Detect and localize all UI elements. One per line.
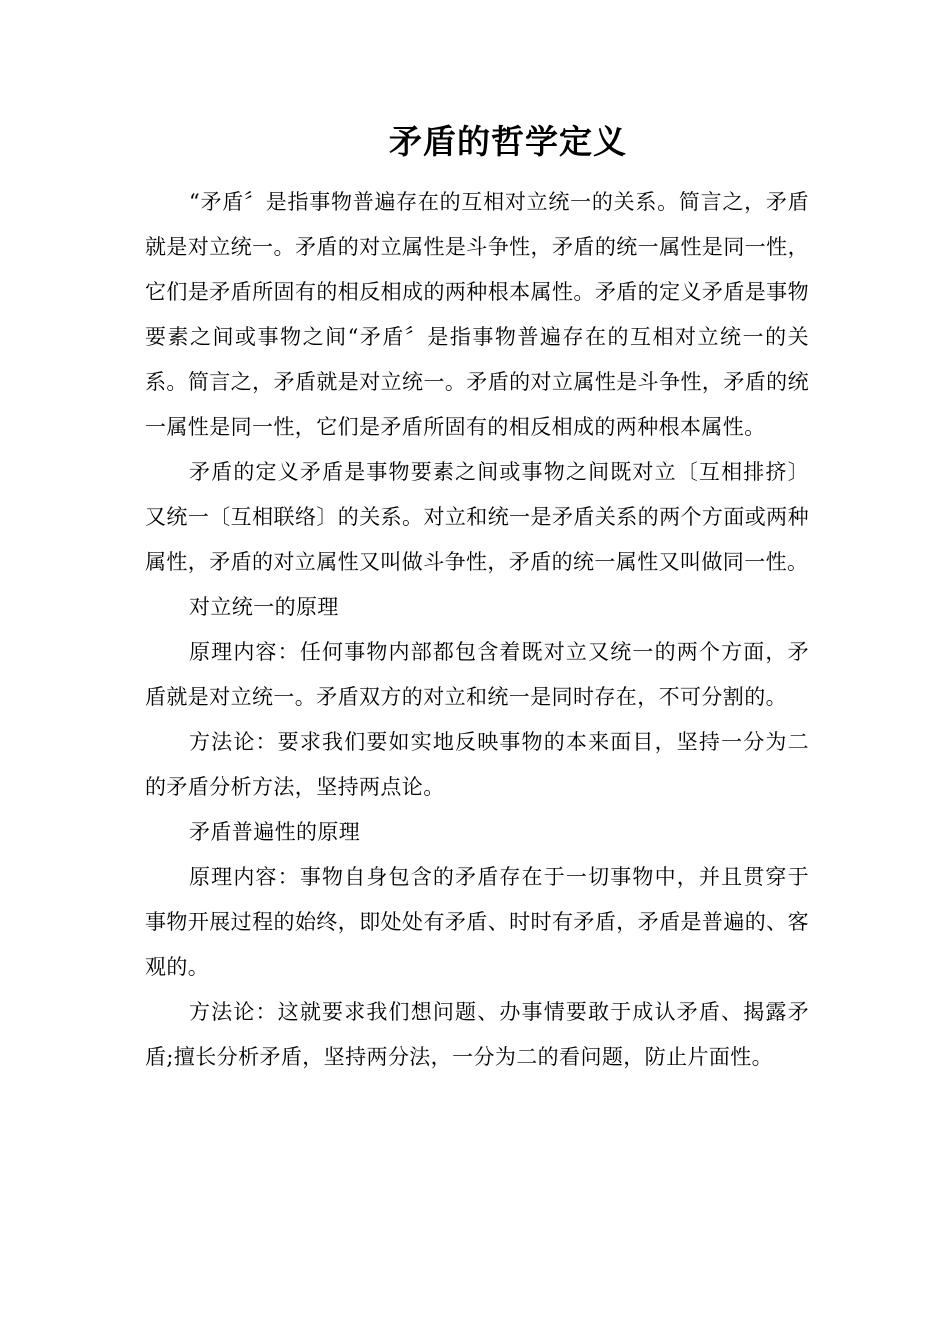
- paragraph-methodology-1: 方法论：要求我们要如实地反映事物的本来面目，坚持一分为二的矛盾分析方法，坚持两点论。: [145, 730, 809, 799]
- paragraph-principle-content-1: 原理内容：任何事物内部都包含着既对立又统一的两个方面，矛盾就是对立统一。矛盾双方的对立和统一是同时存在，不可分割的。: [145, 640, 809, 709]
- document-title: 矛盾的哲学定义: [389, 122, 627, 161]
- paragraph-definition: “矛盾〞是指事物普遍存在的互相对立统一的关系。简言之，矛盾就是对立统一。矛盾的对立属性是斗争性，矛盾的统一属性是同一性，它们是矛盾所固有的相反相成的两种根本属性。矛盾的定义矛盾是事物要素之间或事物之间“矛盾〞是指事物普遍存在的互相对立统一的关系。简言之，矛盾就是对立统一。矛盾的对立属性是斗争性，矛盾的统一属性是同一性，它们是矛盾所固有的相反相成的两种根本属性。: [145, 190, 809, 439]
- paragraph-definition-detail: 矛盾的定义矛盾是事物要素之间或事物之间既对立〔互相排挤〕又统一〔互相联络〕的关系。对立和统一是矛盾关系的两个方面或两种属性，矛盾的对立属性又叫做斗争性，矛盾的统一属性又叫做同一性。: [145, 460, 809, 574]
- heading-universality: 矛盾普遍性的原理: [189, 820, 361, 844]
- paragraph-methodology-2: 方法论：这就要求我们想问题、办事情要敢于成认矛盾、揭露矛盾;擅长分析矛盾，坚持两分法，一分为二的看问题，防止片面性。: [145, 1000, 809, 1069]
- heading-unity-of-opposites: 对立统一的原理: [189, 595, 339, 619]
- paragraph-principle-content-2: 原理内容：事物自身包含的矛盾存在于一切事物中，并且贯穿于事物开展过程的始终，即处处有矛盾、时时有矛盾，矛盾是普遍的、客观的。: [145, 865, 809, 979]
- document-body: [145, 180, 809, 1080]
